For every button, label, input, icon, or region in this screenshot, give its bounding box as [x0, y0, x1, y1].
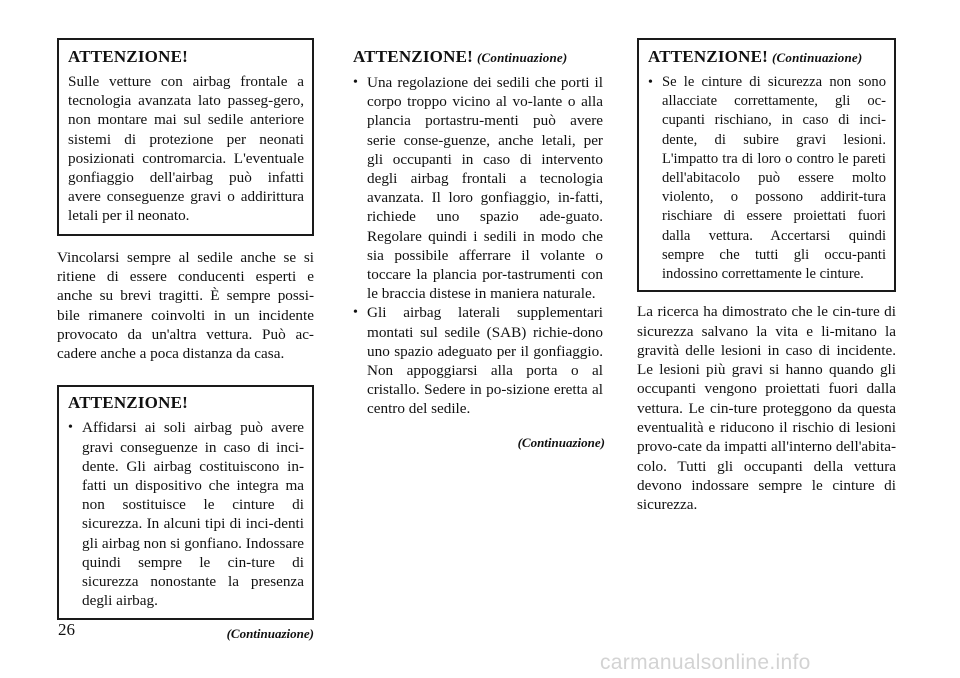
warning-text: Sulle vetture con airbag frontale a tecnologia avanzata lato passeg-gero, non montare mai sul sedile anteriore sistemi di protezione per neonati posizionati contromarcia. L'eventuale gonfiaggio dell'airbag può infatti avere conseguenze gravi o addirittura letali per il neonato.: [68, 73, 304, 225]
page-number: 26: [58, 620, 75, 639]
warning-bullet-list: [648, 73, 886, 284]
bullet-icon: •: [353, 305, 358, 321]
warning-box-continued: [347, 38, 605, 429]
bullet-icon: •: [648, 75, 653, 90]
warning-title-suffix: (Continuazione): [771, 50, 863, 65]
warning-bullet: [648, 73, 886, 284]
bullet-icon: •: [353, 75, 358, 90]
warning-title: ATTENZIONE!: [68, 47, 188, 66]
warning-title: [648, 46, 886, 69]
warning-box-1: [57, 38, 314, 236]
bullet-text: Una regolazione dei sedili che porti il corpo troppo vicino al vo-lante o alla plancia portastru-menti può avere serie conse-guenze, anche letali, per gli occupanti in caso di intervento degli airbag frontali a tecnologia avanzata. Il loro gonfiaggio, in-fatti, richiede uno spazio ade-guato. Regolare quindi i sedili in modo che sia possibile afferrare il volante o toccare la plancia por-tastrumenti con le braccia distese in maniera naturale.: [367, 74, 603, 303]
warning-bullet: [353, 73, 603, 303]
warning-title-text: ATTENZIONE!: [648, 47, 768, 66]
bullet-text: Affidarsi ai soli airbag può avere gravi conseguenze in caso di inci-dente. Gli airbag costituiscono in-fatti un dispositivo che integra ma non sostituisce le cinture di sicurezza. In alcuni tipi di inci-denti gli airbag non si gonfiano. Indossare quindi sempre le cin-ture di sicurezza nonostante la presenza degli airbag.: [82, 419, 304, 610]
warning-box-2: [57, 385, 314, 620]
body-paragraph: Vincolarsi sempre al sedile anche se si ritiene di essere conducenti esperti e anche su brevi tragitti. È sempre possi-bile rimanere coinvolti in un incidente provocato da un'altra vettura. Può ac-cadere anche a poca distanza da casa.: [57, 248, 314, 363]
bullet-text: Gli airbag laterali supplementari montati sul sedile (SAB) richie-dono uno spazio adeguato per il gonfiaggio. Non appoggiarsi alla porta o al cristallo. Sedere in po-sizione eretta al centro del sedile.: [367, 304, 603, 418]
warning-bullet-list: [353, 73, 603, 419]
bullet-text: Se le cinture di sicurezza non sono allacciate correttamente, gli oc-cupanti rischiano, in caso di inci-dente, di subire gravi lesioni. L'impatto tra di loro o contro le pareti dell'abitacolo può essere molto violento, o possono addirit-tura rischiare di essere proiettati fuori dalla vettura. Accertarsi quindi sempre che tutti gli occu-panti indossino correttamente le cinture.: [662, 74, 886, 283]
warning-title-text: ATTENZIONE!: [353, 47, 473, 66]
warning-title: ATTENZIONE!: [68, 393, 188, 413]
column-2: [347, 38, 605, 451]
warning-title-suffix: (Continuazione): [476, 50, 568, 65]
bullet-icon: •: [68, 420, 73, 436]
column-1: [57, 38, 314, 642]
watermark: carmanualsonline.info: [600, 651, 811, 674]
warning-bullet-list: [68, 418, 304, 610]
warning-title: [353, 46, 603, 69]
continuation-note: (Continuazione): [517, 434, 605, 450]
warning-box-continued: [637, 38, 896, 292]
warning-bullet: [68, 418, 304, 610]
column-3: [637, 38, 896, 515]
body-paragraph: La ricerca ha dimostrato che le cin-ture di sicurezza salvano la vita e li-mitano la gravità delle lesioni in caso di incidente. Le lesioni più gravi si hanno quando gli occupanti vengono proiettati fuori dalla vettura. Le cin-ture proteggono da questa eventualità e riducono il rischio di lesioni provo-cate da impatti all'interno dell'abita-colo. Tutti gli occupanti della vettura devono indossare sempre le cinture di sicurezza.: [637, 303, 896, 514]
warning-bullet: [353, 303, 603, 418]
continuation-note: (Continuazione): [226, 626, 314, 642]
